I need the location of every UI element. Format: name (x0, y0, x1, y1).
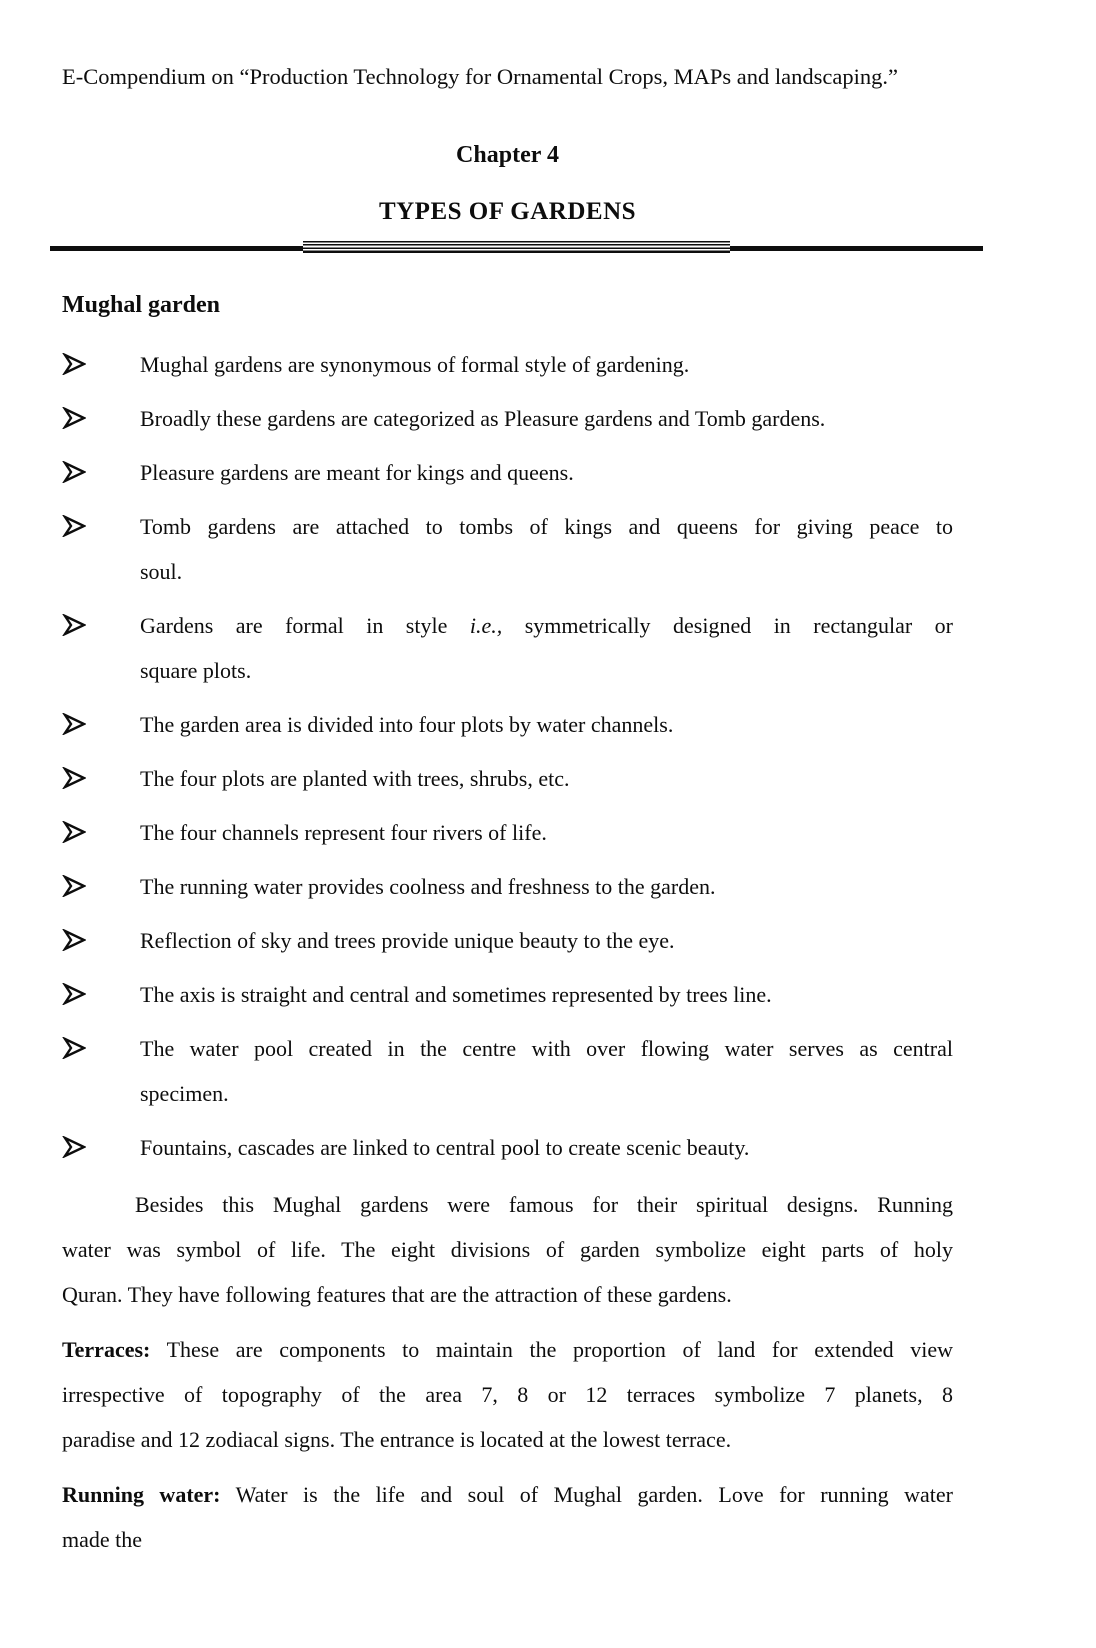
bullet-item (62, 918, 953, 963)
bullet-text: Reflection of sky and trees provide unique beauty to the eye. (140, 928, 675, 953)
arrowhead-right-icon (62, 864, 140, 909)
bullet-text: The axis is straight and central and sometimes represented by trees line. (140, 982, 772, 1007)
bullet-text: The four channels represent four rivers of life. (140, 820, 547, 845)
bullet-text: The running water provides coolness and freshness to the garden. (140, 874, 716, 899)
paragraph-line (62, 1472, 953, 1517)
bullet-item (62, 702, 953, 747)
page-title: TYPES OF GARDENS (378, 198, 637, 225)
bullet-item (62, 864, 953, 909)
paragraph-line: made the (62, 1527, 143, 1552)
bullet-text: Mughal gardens are synonymous of formal style of gardening. (140, 352, 690, 377)
arrowhead-right-icon (62, 504, 140, 594)
bullet-text: soul. (140, 559, 183, 584)
bullet-item (62, 342, 953, 387)
terraces-label: Terraces: (62, 1337, 151, 1362)
arrowhead-right-icon (62, 450, 140, 495)
bullet-text (140, 603, 953, 648)
bullet-text: specimen. (140, 1081, 229, 1106)
arrowhead-right-icon (62, 810, 140, 855)
arrowhead-right-icon (62, 702, 140, 747)
paragraph-text: These are components to maintain the proportion of land for extended view (150, 1337, 953, 1362)
bullet-text: The garden area is divided into four plots by water channels. (140, 712, 674, 737)
bullet-text-italic: i.e., (469, 613, 503, 638)
bullet-list (62, 342, 953, 1170)
bullet-item (62, 1026, 953, 1116)
arrowhead-right-icon (62, 1026, 140, 1116)
bullet-text: Tomb gardens are attached to tombs of kings and queens for giving peace to (140, 514, 953, 539)
arrowhead-right-icon (62, 972, 140, 1017)
bullet-text: Pleasure gardens are meant for kings and queens. (140, 460, 574, 485)
bullet-text: The water pool created in the centre with over flowing water serves as central (140, 1036, 953, 1061)
bullet-item (62, 810, 953, 855)
arrowhead-right-icon (62, 1125, 140, 1170)
bullet-text: Broadly these gardens are categorized as Pleasure gardens and Tomb gardens. (140, 406, 826, 431)
bullet-text-part: Gardens are formal in style (140, 613, 470, 638)
bullet-text: square plots. (140, 658, 252, 683)
bullet-text: The four plots are planted with trees, shrubs, etc. (140, 766, 570, 791)
bullet-text: Fountains, cascades are linked to central pool to create scenic beauty. (140, 1135, 750, 1160)
bullet-item (62, 756, 953, 801)
paragraph-text: Water is the life and soul of Mughal garden. Love for running water (220, 1482, 953, 1507)
bullet-item (62, 1125, 953, 1170)
paragraph-line (62, 1327, 953, 1372)
paragraph-line: water was symbol of life. The eight divisions of garden symbolize eight parts of holy (62, 1237, 953, 1262)
bullet-item (62, 603, 953, 693)
rule-bar-left (50, 246, 303, 251)
bullet-item (62, 396, 953, 441)
paragraph-terraces (62, 1327, 953, 1462)
paragraph-line: paradise and 12 zodiacal signs. The entrance is located at the lowest terrace. (62, 1427, 732, 1452)
paragraph-running-water (62, 1472, 953, 1562)
document-header: E-Compendium on “Production Technology for Ornamental Crops, MAPs and landscaping.” (62, 64, 898, 89)
bullet-item (62, 504, 953, 594)
section-heading: Mughal garden (62, 292, 221, 318)
arrowhead-right-icon (62, 396, 140, 441)
chapter-heading: Chapter 4 (456, 142, 559, 168)
running-water-label: Running water: (62, 1482, 221, 1507)
paragraph-line: irrespective of topography of the area 7, 8 or 12 terraces symbolize 7 planets, 8 (62, 1382, 953, 1407)
paragraph-besides (62, 1182, 953, 1317)
arrowhead-right-icon (62, 342, 140, 387)
paragraph-line: Quran. They have following features that are the attraction of these gardens. (62, 1282, 732, 1307)
rule-stripes (303, 241, 730, 253)
arrowhead-right-icon (62, 603, 140, 693)
bullet-item (62, 450, 953, 495)
paragraph-line: Besides this Mughal gardens were famous for their spiritual designs. Running (135, 1192, 953, 1217)
arrowhead-right-icon (62, 918, 140, 963)
bullet-text-part: symmetrically designed in rectangular or (502, 613, 954, 638)
arrowhead-right-icon (62, 756, 140, 801)
rule-bar-right (730, 246, 983, 251)
bullet-item (62, 972, 953, 1017)
title-rule (50, 240, 983, 254)
